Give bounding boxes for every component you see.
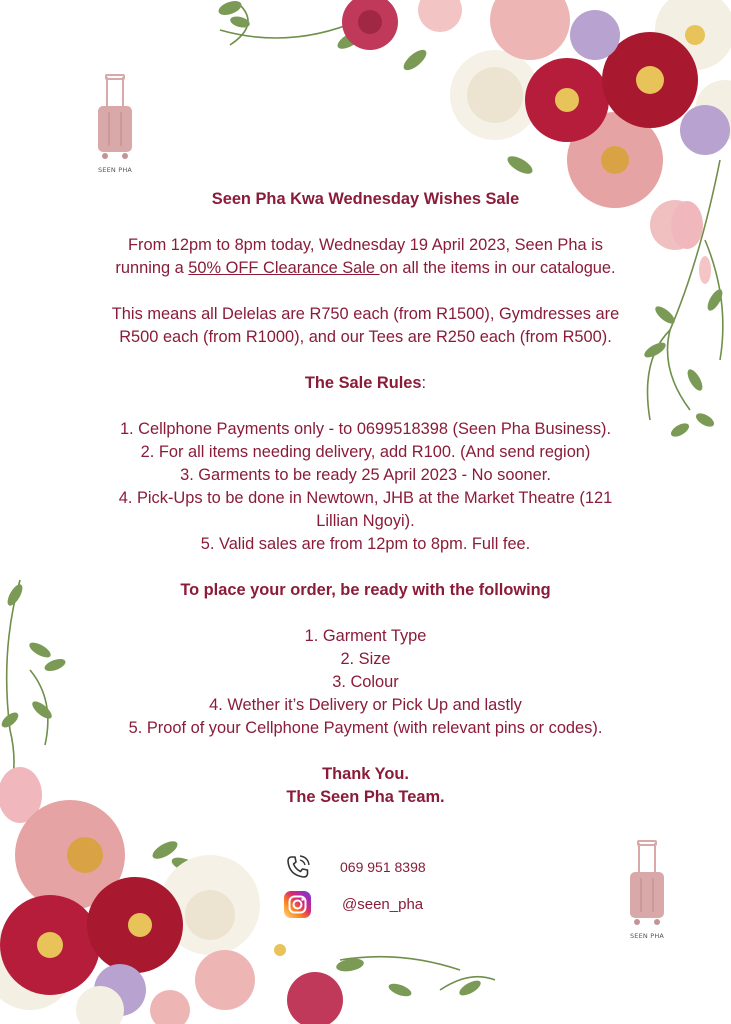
logo-bottom [624,840,670,940]
suitcase-logo-icon [627,840,667,926]
signoff-team: The Seen Pha Team. [286,788,445,806]
instagram-icon [284,891,311,918]
page-title: Seen Pha Kwa Wednesday Wishes Sale [211,190,520,208]
clearance-sale-link[interactable]: 50% OFF Clearance Sale [188,259,380,277]
rule-item: 5. Valid sales are from 12pm to 8pm. Full fee. [200,535,531,553]
order-item: 4. Wether it’s Delivery or Pick Up and lastly [209,696,522,714]
signoff-thanks: Thank You. [322,765,409,783]
phone-icon [283,852,313,882]
order-heading: To place your order, be ready with the following [180,581,551,599]
rule-item: 2. For all items needing delivery, add R100. (And send region) [140,443,591,461]
prices-line-2: R500 each (from R1000), and our Tees are R250 each (from R500). [119,328,612,346]
order-item: 5. Proof of your Cellphone Payment (with relevant pins or codes). [128,719,603,737]
order-item: 3. Colour [332,673,399,691]
rule-item: Lillian Ngoyi). [316,512,415,530]
rule-item: 1. Cellphone Payments only - to 0699518398 (Seen Pha Business). [119,420,612,438]
phone-contact[interactable] [283,852,426,882]
rule-item: 3. Garments to be ready 25 April 2023 - No sooner. [180,466,551,484]
intro-line-1: From 12pm to 8pm today, Wednesday 19 April 2023, Seen Pha is [128,236,603,254]
logo-caption: SEEN PHA [629,932,665,940]
document-body [0,188,731,809]
rules-heading: The Sale Rules: [304,374,427,392]
intro-line-2: running a 50% OFF Clearance Sale on all the items in our catalogue. [115,259,616,277]
instagram-contact[interactable] [284,891,423,918]
instagram-handle: @seen_pha [342,896,424,913]
logo-top [92,74,138,174]
order-item: 1. Garment Type [304,627,427,645]
suitcase-logo-icon [95,74,135,160]
prices-line-1: This means all Delelas are R750 each (from R1500), Gymdresses are [111,305,620,323]
logo-caption: SEEN PHA [97,166,133,174]
order-item: 2. Size [340,650,391,668]
rule-item: 4. Pick-Ups to be done in Newtown, JHB at the Market Theatre (121 [118,489,613,507]
phone-number: 069 951 8398 [340,859,426,875]
